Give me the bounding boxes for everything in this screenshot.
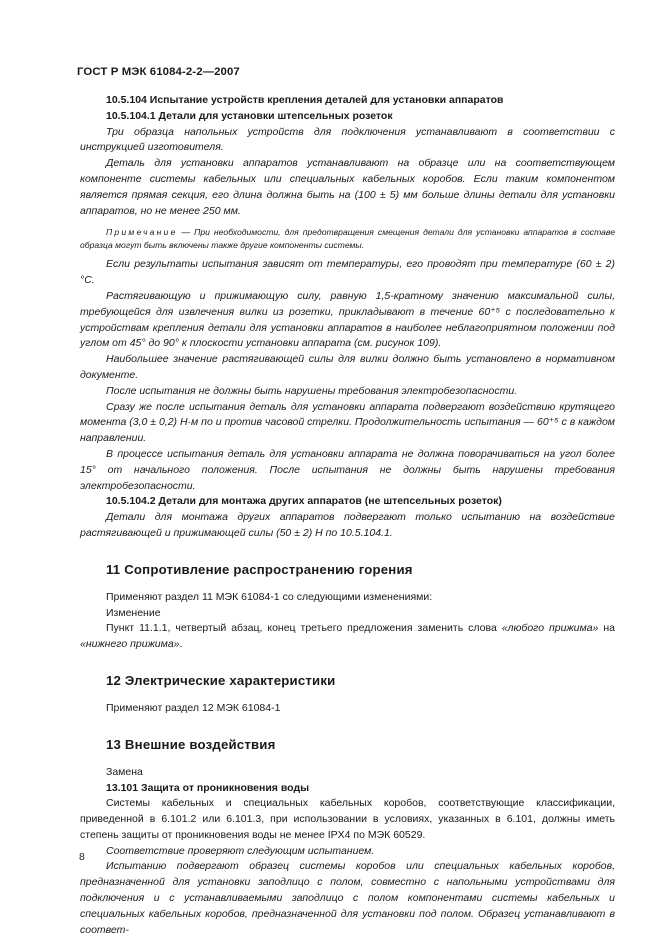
text-run: . [179,638,183,651]
quoted-text: «нижнего прижима» [80,638,180,651]
section-12-heading: 12 Электрические характеристики [106,672,336,688]
text-run: на [598,622,615,635]
paragraph: Три образца напольных устройств для подключения устанавливают в соответствии с инструкцией изготовителя. [80,125,615,154]
paragraph: Растягивающую и прижимающую силу, равную 1,5-кратному значению максимальной силы, требующейся для извлечения вилки из розетки, прикладывают в течение 60⁺⁵ с последовательно к устройствам крепления детали для установки аппаратов в наиболее неблагоприятном положении под углом от 45° до 90° к плоскости установки аппарата (см. рисунок 109). [80,289,615,350]
note [80,226,615,251]
clause-13-101-title: 13.101 Защита от проникновения воды [106,781,310,794]
paragraph: Сразу же после испытания деталь для установки аппарата подвергают воздействию крутящего момента (3,0 ± 0,2) Н·м по и против часовой стрелки. Продолжительность испытания — 60⁺⁵ с в каждом направлении. [80,400,615,445]
paragraph: В процессе испытания деталь для установки аппарата не должна поворачиваться на угол более 15° от начального положения. После испытания не должны быть нарушены требования электробезопасности. [80,447,615,492]
paragraph: Если результаты испытания зависят от температуры, его проводят при температуре (60 ± 2) °С. [80,258,615,287]
paragraph: Изменение [106,606,161,619]
text-run: Пункт 11.1.1, четвертый абзац, конец третьего предложения заменить слова [106,622,502,635]
paragraph: Деталь для установки аппаратов устанавливают на образце или на соответствующем компоненте системы кабельных или специальных кабельных коробов. Если таким компонентом является прямая секция, его длина должна быть на (100 ± 5) мм больше длины детали для установки аппаратов, но не менее 250 мм. [80,157,615,217]
paragraph: Замена [106,765,143,778]
paragraph: Испытанию подвергают образец системы коробов или специальных кабельных коробов, предназначенной для установки заподлицо с полом, совместно с напольными устройствами для подключения и с устанавливаемыми заподлицо с полом компонентами системы кабельных и специальных кабельных коробов, предназначенной для установки под полом. Образец устанавливают в соответ- [80,860,615,936]
paragraph [80,621,615,653]
paragraph: Детали для монтажа других аппаратов подвергают только испытанию на воздействие растягивающей и прижимающей силы (50 ± 2) Н по 10.5.104.1. [80,511,615,539]
paragraph: Наибольшее значение растягивающей силы для вилки должно быть установлено в нормативном документе. [80,353,615,381]
note-text: — При необходимости, для предотвращения смещения детали для установки аппаратов в составе образца могут быть включены также другие компоненты системы. [80,227,615,250]
section-11-heading: 11 Сопротивление распространению горения [106,561,413,577]
paragraph: Применяют раздел 11 МЭК 61084-1 со следующими изменениями: [106,590,433,603]
paragraph: Применяют раздел 12 МЭК 61084-1 [106,701,281,714]
clause-10-5-104-1-title: 10.5.104.1 Детали для установки штепсельных розеток [106,109,393,122]
section-13-heading: 13 Внешние воздействия [106,736,276,752]
page-content [80,93,615,938]
paragraph: Системы кабельных и специальных кабельных коробов, соответствующие классификации, приведенной в 6.101.2 или 6.101.3, при использовании в условиях, указанных в 6.101, должны иметь степень защиты от проникновения воды не менее IPX4 по МЭК 60529. [80,797,615,841]
page-number: 8 [79,851,85,863]
paragraph: После испытания не должны быть нарушены требования электробезопасности. [106,384,518,397]
clause-10-5-104-2-title: 10.5.104.2 Детали для монтажа других аппаратов (не штепсельных розеток) [106,495,502,508]
note-label: Примечание [106,227,178,238]
clause-10-5-104-title: 10.5.104 Испытание устройств крепления деталей для установки аппаратов [106,94,504,106]
quoted-text: «любого прижима» [501,622,599,635]
document-header: ГОСТ Р МЭК 61084-2-2—2007 [77,66,240,78]
paragraph: Соответствие проверяют следующим испытанием. [106,844,375,857]
